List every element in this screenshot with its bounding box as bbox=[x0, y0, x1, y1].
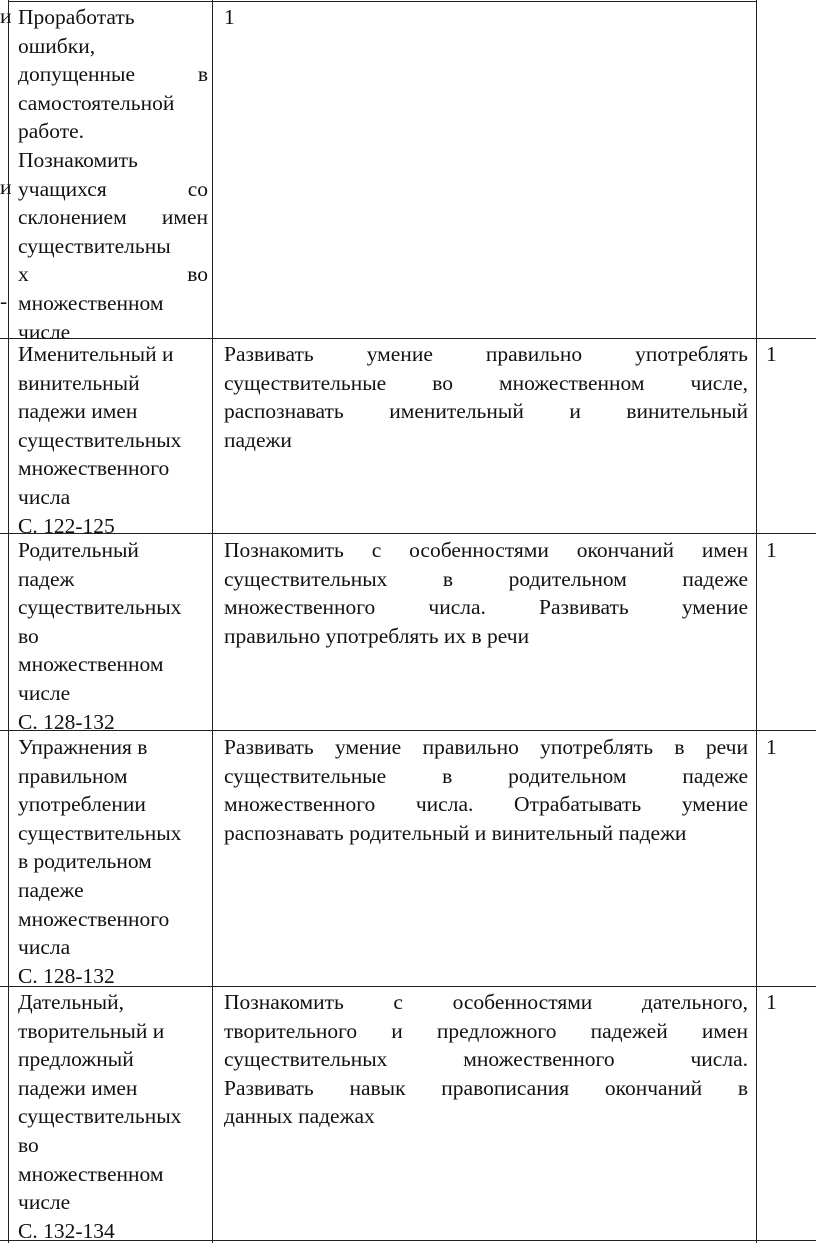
goal-cell bbox=[224, 733, 748, 847]
topic-line: Познакомить bbox=[18, 147, 138, 172]
topic-line: существительных bbox=[18, 427, 182, 452]
goal-line: распознавать родительный и винительный падежи bbox=[224, 820, 687, 845]
topic-cell bbox=[18, 536, 208, 736]
topic-line: творительный и bbox=[18, 1018, 165, 1043]
topic-line: употреблении bbox=[18, 792, 146, 817]
topic-line: предложный bbox=[18, 1047, 134, 1072]
topic-cell bbox=[18, 733, 208, 990]
goal-line: множественного числа. Отрабатывать умение bbox=[224, 792, 748, 817]
topic-line: существительных bbox=[18, 595, 182, 620]
topic-line: склонением имен bbox=[18, 205, 208, 230]
goal-line: существительные в родительном падеже bbox=[224, 763, 748, 788]
topic-line: множественном bbox=[18, 652, 164, 677]
goal-line: существительные во множественном числе, bbox=[224, 370, 748, 395]
topic-line: числе bbox=[18, 319, 71, 344]
topic-line: числа bbox=[18, 935, 71, 960]
topic-line: Именительный и bbox=[18, 342, 174, 366]
clipped-column-fragment: и bbox=[0, 175, 12, 199]
clipped-column-fragment: и bbox=[0, 4, 12, 28]
topic-line: винительный bbox=[18, 370, 140, 395]
goal-line: падежи bbox=[224, 427, 292, 452]
topic-cell bbox=[18, 3, 208, 346]
table-border-col2 bbox=[756, 0, 757, 1243]
topic-line: в родительном bbox=[18, 849, 152, 874]
goal-line: правильно употреблять их в речи bbox=[224, 623, 530, 648]
goal-line: Развивать навык правописания окончаний в bbox=[224, 1075, 748, 1100]
table-border-col1 bbox=[212, 0, 213, 1243]
topic-line: во bbox=[18, 623, 39, 648]
topic-line: множественном bbox=[18, 290, 164, 315]
topic-line: числе bbox=[18, 680, 71, 705]
goal-cell bbox=[224, 340, 748, 454]
topic-line: числе bbox=[18, 1190, 71, 1215]
goal-line: распознавать именительный и винительный bbox=[224, 399, 748, 424]
topic-line: ошибки, bbox=[18, 33, 96, 58]
goal-line: множественного числа. Развивать умение bbox=[224, 595, 748, 620]
goal-line: творительного и предложного падежей имен bbox=[224, 1018, 748, 1043]
topic-line: существительных bbox=[18, 820, 182, 845]
goal-line: Познакомить с особенностями окончаний имен bbox=[224, 538, 748, 562]
topic-cell bbox=[18, 340, 208, 540]
page-reference: С. 122-125 bbox=[18, 513, 115, 538]
page-reference: С. 128-132 bbox=[18, 709, 115, 734]
table-border-top bbox=[8, 1, 756, 2]
topic-line: падежи имен bbox=[18, 399, 138, 424]
goal-line: Развивать умение правильно употреблять в речи bbox=[224, 735, 748, 759]
topic-line: работе. bbox=[18, 119, 85, 144]
topic-line: существительных bbox=[18, 1104, 182, 1129]
topic-line: х во bbox=[18, 262, 208, 287]
goal-line: существительных в родительном падеже bbox=[224, 566, 748, 591]
hours-cell: 1 bbox=[766, 735, 777, 759]
topic-line: множественном bbox=[18, 1161, 164, 1186]
goal-line: Развивать умение правильно употреблять bbox=[224, 342, 748, 366]
hours-cell: 1 bbox=[766, 538, 777, 562]
hours-cell: 1 bbox=[766, 342, 777, 366]
topic-line: падеже bbox=[18, 877, 84, 902]
topic-line: Упражнения в bbox=[18, 735, 148, 759]
hours-cell: 1 bbox=[224, 5, 235, 29]
topic-line: Родительный bbox=[18, 538, 139, 562]
topic-line: Дательный, bbox=[18, 990, 124, 1014]
topic-line: во bbox=[18, 1132, 39, 1157]
hours-cell: 1 bbox=[766, 990, 777, 1014]
topic-line: самостоятельной bbox=[18, 90, 175, 115]
topic-line: множественного bbox=[18, 456, 170, 481]
topic-line: существительны bbox=[18, 233, 171, 258]
topic-line: падеж bbox=[18, 566, 75, 591]
topic-line: учащихся со bbox=[18, 176, 208, 201]
topic-line: числа bbox=[18, 484, 71, 509]
page-reference: С. 132-134 bbox=[18, 1218, 115, 1243]
topic-line: допущенные в bbox=[18, 62, 208, 87]
page-reference: С. 128-132 bbox=[18, 963, 115, 988]
topic-line: правильном bbox=[18, 763, 128, 788]
goal-cell bbox=[224, 536, 748, 650]
topic-cell bbox=[18, 988, 208, 1245]
goal-line: данных падежах bbox=[224, 1104, 375, 1129]
topic-line: падежи имен bbox=[18, 1075, 138, 1100]
goal-line: Познакомить с особенностями дательного, bbox=[224, 990, 748, 1014]
topic-line: множественного bbox=[18, 906, 170, 931]
goal-cell bbox=[224, 988, 748, 1131]
topic-line: Проработать bbox=[18, 5, 135, 29]
clipped-column-fragment: - bbox=[0, 289, 8, 313]
goal-line: существительных множественного числа. bbox=[224, 1047, 748, 1072]
